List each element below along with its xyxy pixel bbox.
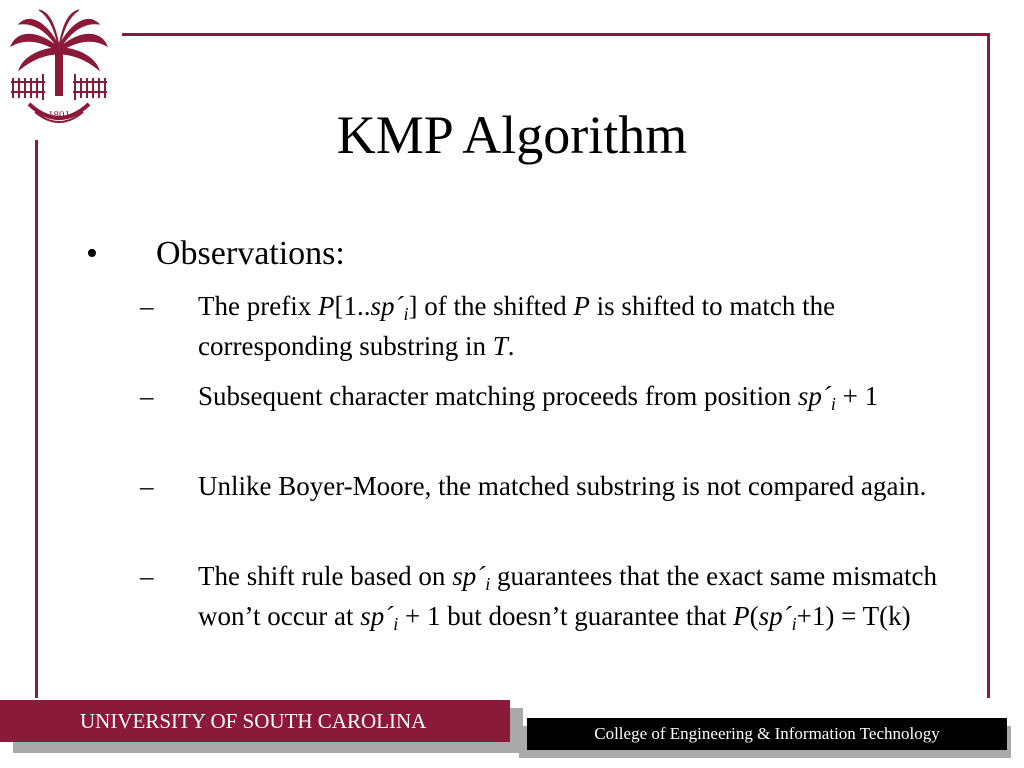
sub-bullet-dash: – (140, 381, 154, 411)
sub-bullet-dash: – (140, 561, 154, 591)
sub-bullet-dash: – (140, 471, 154, 501)
bullet-symbol: • (86, 235, 98, 272)
sub-bullet-text: The shift rule based on $sp´_i$ guarantees that the exact same mismatch won’t occur at $sp´_i + 1$ but doesn’t guarantee that $P(sp´_i+1) = T(k)$ (198, 561, 938, 634)
university-banner: UNIVERSITY OF SOUTH CAROLINA (0, 700, 510, 742)
sub-bullet-text: Subsequent character matching proceeds from position $sp´_i + 1$ (198, 381, 879, 414)
slide-title: KMP Algorithm (336, 105, 688, 165)
sub-bullet-dash: – (140, 291, 154, 321)
sub-bullet-text: Unlike Boyer-Moore, the matched substring is not compared again. (198, 471, 927, 501)
bullet-text: Observations: (156, 235, 345, 272)
sub-bullet-text: The prefix $P[1..sp´_i]$ of the shifted P is shifted to match the corresponding substring in T. (198, 291, 836, 361)
college-banner: College of Engineering & Information Technology (527, 718, 1007, 750)
svg-text:1801: 1801 (48, 109, 70, 121)
